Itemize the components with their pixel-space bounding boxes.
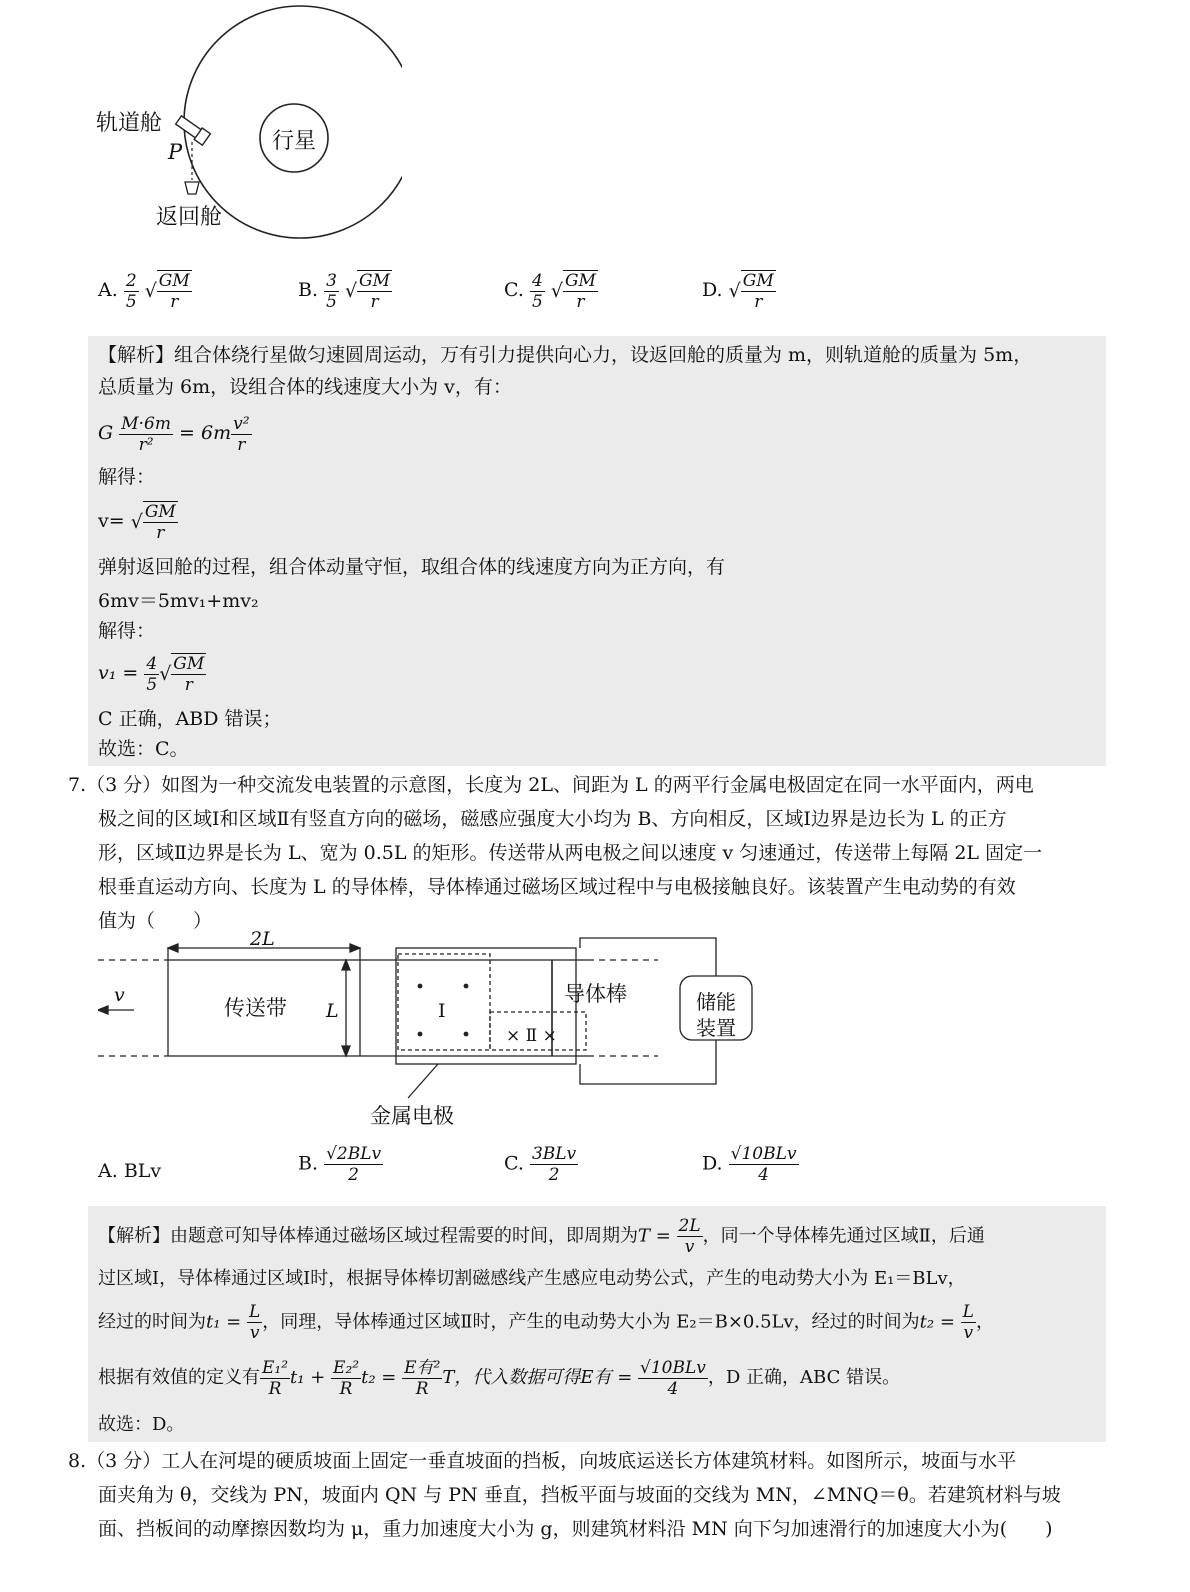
- text: ，: [975, 1311, 994, 1333]
- electrode-label: 金属电极: [370, 1104, 454, 1128]
- q7-option-c[interactable]: [504, 1144, 578, 1185]
- rad-den: r: [576, 292, 585, 312]
- rad-den: r: [156, 523, 165, 543]
- rad-num: GM: [144, 502, 176, 522]
- rad-den: r: [370, 292, 379, 312]
- frac-den: R: [268, 1378, 282, 1399]
- q7-option-d[interactable]: [702, 1144, 799, 1185]
- stem-line: 面夹角为 θ，交线为 PN，坡面内 QN 与 PN 垂直，挡板平面与坡面的交线为 MN，∠MNQ＝θ。若建筑材料与坡: [98, 1484, 1061, 1506]
- storage-label-2: 装置: [696, 1016, 736, 1040]
- q8-stem: [68, 1444, 1108, 1546]
- generator-figure: [98, 928, 758, 1134]
- return-capsule-shape: [185, 182, 199, 194]
- analysis-line: C 正确，ABD 错误；: [98, 708, 282, 730]
- text: ，D 正确，ABC 错误。: [707, 1367, 901, 1388]
- frac-num: √10BLv: [640, 1357, 706, 1378]
- analysis-line: 弹射返回舱的过程，组合体动量守恒，取组合体的线速度方向为正方向，有: [98, 556, 726, 578]
- rad-den: r: [754, 292, 763, 312]
- stem-line: 7.（3 分）如图为一种交流发电装置的示意图，长度为 2L、间距为 L 的两平行金属电极固定在同一水平面内，两电: [68, 774, 1034, 796]
- region-1-label: I: [438, 1000, 446, 1022]
- analysis-line: 【解析】组合体绕行星做匀速圆周运动，万有引力提供向心力，设返回舱的质量为 m，则轨道舱的质量为 5m，: [98, 344, 1033, 366]
- math: E有 =: [580, 1367, 633, 1388]
- return-capsule-label: 返回舱: [156, 205, 223, 230]
- analysis-line: [98, 1216, 985, 1257]
- option-text: BLv: [123, 1160, 162, 1182]
- frac-den: v: [249, 1323, 260, 1343]
- planet-label: 行星: [272, 129, 317, 154]
- eq-momentum: 6mv＝5mv₁+mv₂: [98, 590, 259, 612]
- rad-den: r: [170, 292, 179, 312]
- rad-num: GM: [359, 271, 391, 291]
- option-letter: C.: [504, 279, 524, 301]
- frac-den: R: [339, 1378, 353, 1399]
- orbiter-label: 轨道舱: [96, 111, 163, 136]
- analysis-line: 解得：: [98, 466, 156, 488]
- math: T，代入数据可得: [442, 1367, 581, 1388]
- velocity-label: v: [114, 984, 125, 1006]
- analysis-line: 总质量为 6m，设组合体的线速度大小为 v，有：: [98, 376, 512, 398]
- eq-gravity: [98, 410, 252, 456]
- frac-den: 5: [531, 291, 543, 312]
- option-letter: B.: [298, 279, 319, 301]
- frac-den: 4: [667, 1378, 679, 1399]
- stem-line: 值为（ ）: [98, 910, 213, 932]
- rad-num: GM: [158, 271, 190, 291]
- text: 【解析】由题意可知导体棒通过磁场区域过程需要的时间，即周期为: [98, 1225, 638, 1247]
- frac-den: R: [415, 1378, 429, 1399]
- eq-v-lhs: v=: [98, 510, 125, 532]
- analysis-answer: 故选：C。: [98, 738, 189, 760]
- q7-option-a[interactable]: [98, 1160, 161, 1182]
- region-2-label: × Ⅱ ×: [506, 1026, 557, 1046]
- math: t₂ =: [919, 1311, 955, 1333]
- stem-line: 根垂直运动方向、长度为 L 的导体棒，导体棒通过磁场区域过程中与电极接触良好。该装置产生电动势的有效: [98, 876, 1016, 898]
- frac-num: E有²: [404, 1357, 441, 1378]
- frac-num: √2BLv: [326, 1144, 382, 1164]
- analysis-line: 解得：: [98, 620, 156, 642]
- rad-den: r: [184, 675, 193, 695]
- text: ，同一个导体棒先通过区域Ⅱ，后通: [702, 1225, 985, 1247]
- eq-v1: v₁ = $\frac{4}{5}$ √ $\frac{GM}{r}$: [98, 653, 205, 695]
- option-letter: A.: [98, 279, 118, 301]
- analysis-answer: 故选：D。: [98, 1414, 185, 1435]
- eq-v1-lhs: v₁ =: [98, 662, 139, 684]
- q7-analysis: [88, 1206, 1106, 1442]
- frac-num: E₁²: [262, 1357, 289, 1378]
- frac-den: 4: [758, 1165, 769, 1185]
- stem-line: 8.（3 分）工人在河堤的硬质坡面上固定一垂直坡面的挡板，向坡底运送长方体建筑材料。如图所示，坡面与水平: [68, 1450, 1017, 1472]
- stem-line: 极之间的区域Ⅰ和区域Ⅱ有竖直方向的磁场，磁感应强度大小均为 B、方向相反，区域Ⅰ边界是边长为 L 的正方: [98, 808, 1007, 830]
- analysis-line: [98, 1302, 994, 1343]
- point-p-label: P: [168, 140, 183, 164]
- frac-den: r²: [138, 434, 154, 455]
- frac-num: v²: [233, 413, 250, 434]
- math: T =: [638, 1225, 671, 1247]
- q6-option-c[interactable]: C. $\frac{4}{5}$ √ $\frac{GM}{r}$: [504, 270, 596, 312]
- text: 根据有效值的定义有: [98, 1367, 260, 1388]
- q6-option-a[interactable]: A. $\frac{2}{5}$ √ $\frac{GM}{r}$: [98, 270, 190, 312]
- math: t₁ =: [206, 1311, 242, 1333]
- storage-label-1: 储能: [696, 990, 736, 1014]
- frac-num: 2: [125, 270, 137, 291]
- q7-option-b[interactable]: [298, 1144, 383, 1185]
- stem-line: 面、挡板间的动摩擦因数均为 μ，重力加速度大小为 g，则建筑材料沿 MN 向下匀加速滑行的加速度大小为( ): [98, 1518, 1053, 1540]
- rad-num: GM: [742, 271, 774, 291]
- q6-option-b[interactable]: B. $\frac{3}{5}$ √ $\frac{GM}{r}$: [298, 270, 391, 312]
- dim-2l-label: 2L: [250, 928, 275, 950]
- frac-den: r: [237, 434, 246, 455]
- frac-num: M·6m: [121, 413, 171, 434]
- frac-den: 5: [326, 291, 337, 312]
- q7-stem: [68, 768, 1108, 938]
- option-letter: C.: [504, 1152, 524, 1175]
- frac-den: 2: [348, 1165, 359, 1185]
- frac-num: 2L: [678, 1216, 701, 1236]
- option-letter: D.: [702, 1152, 723, 1175]
- option-letter: D.: [702, 279, 723, 301]
- frac-num: L: [249, 1302, 261, 1322]
- belt-label: 传送带: [224, 996, 287, 1020]
- frac-den: v: [963, 1323, 974, 1343]
- q6-option-d[interactable]: D. √ $\frac{GM}{r}$: [702, 271, 774, 312]
- rad-num: GM: [564, 271, 596, 291]
- text: 经过的时间为: [98, 1311, 206, 1333]
- q6-analysis: [88, 336, 1106, 766]
- frac-num: 4: [531, 270, 543, 291]
- eq-g: G: [98, 422, 114, 444]
- rod-label: 导体棒: [564, 982, 627, 1006]
- math: t₁ +: [290, 1367, 326, 1388]
- frac-num: E₂²: [333, 1357, 360, 1378]
- analysis-line: 过区域Ⅰ，导体棒通过区域Ⅰ时，根据导体棒切割磁感线产生感应电动势公式，产生的电动势大小为 E₁＝BLv，: [98, 1268, 966, 1289]
- rad-num: GM: [173, 654, 205, 674]
- eq-v: v= √ $\frac{GM}{r}$: [98, 502, 176, 543]
- dim-l-label: L: [326, 1000, 339, 1022]
- analysis-line: [98, 1356, 900, 1400]
- option-letter: B.: [298, 1152, 319, 1175]
- frac-num: √10BLv: [730, 1144, 797, 1164]
- region-2-text: Ⅱ: [525, 1026, 538, 1046]
- frac-num: 4: [146, 653, 158, 674]
- frac-den: 2: [548, 1165, 560, 1185]
- frac-den: v: [684, 1237, 695, 1257]
- frac-den: 5: [146, 674, 158, 695]
- orbit-figure: [92, 0, 402, 240]
- stem-line: 形，区域Ⅱ边界是长为 L、宽为 0.5L 的矩形。传送带从两电极之间以速度 v 匀速通过，传送带上每隔 2L 固定一: [98, 842, 1043, 864]
- math: t₂ =: [361, 1367, 397, 1388]
- frac-num: 3BLv: [531, 1144, 577, 1164]
- option-letter: A.: [98, 1160, 118, 1182]
- frac-num: L: [962, 1302, 974, 1322]
- frac-den: 5: [125, 291, 137, 312]
- frac-num: 3: [326, 270, 337, 291]
- text: ，同理，导体棒通过区域Ⅱ时，产生的电动势大小为 E₂＝B×0.5Lv，经过的时间为: [262, 1311, 920, 1333]
- eq-mid: = 6m: [179, 422, 232, 444]
